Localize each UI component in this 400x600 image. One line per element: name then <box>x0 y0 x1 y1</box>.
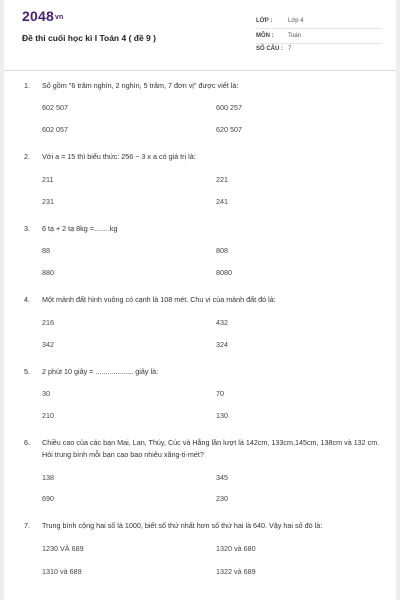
meta-question-count <box>256 44 382 56</box>
answer-option[interactable]: 30 <box>42 389 50 398</box>
question-text: Trung bình cộng hai số là 1000, biết số thứ nhất hơn số thứ hai là 640. Vậy hai số đó là: <box>42 521 323 530</box>
question-number: 2. <box>24 152 30 161</box>
question-number: 3. <box>24 224 30 233</box>
logo-text: 2048 <box>22 8 54 24</box>
exam-title: Đề thi cuối học kì I Toán 4 ( đề 9 ) <box>22 33 156 43</box>
answer-option[interactable]: 602 507 <box>42 103 68 112</box>
answer-option[interactable]: 130 <box>216 411 228 420</box>
answer-option[interactable]: 8080 <box>216 268 232 277</box>
answer-option[interactable]: 808 <box>216 246 228 255</box>
answer-option[interactable]: 1320 và 680 <box>216 544 256 553</box>
meta-class-value: Lớp 4 <box>288 18 304 24</box>
logo-suffix: vn <box>54 13 64 21</box>
answer-option[interactable]: 231 <box>42 197 54 206</box>
answer-option[interactable]: 342 <box>42 340 54 349</box>
question-text: Số gồm "6 trăm nghìn, 2 nghìn, 5 trăm, 7 đơn vị" được viết là: <box>42 81 239 90</box>
answer-option[interactable]: 880 <box>42 268 54 277</box>
answer-option[interactable]: 221 <box>216 175 228 184</box>
answer-option[interactable]: 241 <box>216 197 228 206</box>
question-number: 6. <box>24 438 30 447</box>
answer-option[interactable]: 620 507 <box>216 125 242 134</box>
meta-class-label: LỚP : <box>256 18 273 24</box>
exam-header <box>4 0 396 71</box>
question-text: 2 phút 10 giây = ................... giây là: <box>42 367 159 376</box>
exam-sheet <box>4 0 396 600</box>
question-number: 4. <box>24 295 30 304</box>
answer-option[interactable]: 70 <box>216 389 224 398</box>
answer-option[interactable]: 1310 và 689 <box>42 567 82 576</box>
meta-subject-value: Toán <box>288 33 302 39</box>
question-text: 6 tạ + 2 tạ 8kg =........kg <box>42 224 118 233</box>
answer-option[interactable]: 602 057 <box>42 125 68 134</box>
site-logo[interactable] <box>22 8 64 24</box>
question-number: 1. <box>24 81 30 90</box>
answer-option[interactable]: 1322 và 689 <box>216 567 256 576</box>
answer-option[interactable]: 216 <box>42 318 54 327</box>
meta-subject <box>256 31 382 44</box>
question-number: 5. <box>24 367 30 376</box>
answer-option[interactable]: 138 <box>42 473 54 482</box>
answer-option[interactable]: 345 <box>216 473 228 482</box>
answer-option[interactable]: 432 <box>216 318 228 327</box>
meta-count-value: 7 <box>288 46 292 52</box>
answer-option[interactable]: 324 <box>216 340 228 349</box>
question-text: Một mảnh đất hình vuông có cạnh là 108 mét. Chu vi của mảnh đất đó là: <box>42 295 276 304</box>
answer-option[interactable]: 210 <box>42 411 54 420</box>
meta-class <box>256 16 382 29</box>
answer-option[interactable]: 1230 VÀ 689 <box>42 544 84 553</box>
answer-option[interactable]: 88 <box>42 246 50 255</box>
question-text: Chiều cao của các bạn Mai, Lan, Thúy, Cúc và Hằng lần lượt là 142cm, 133cm,145cm, 138cm và 132 cm. Hỏi trung bình mỗi bạn cao bao nhiêu xăng-ti-mét? <box>42 438 380 459</box>
answer-option[interactable]: 230 <box>216 494 228 503</box>
meta-subject-label: MÔN : <box>256 33 274 39</box>
question-text: Với a = 15 thì biểu thức: 256 − 3 x a có giá trị là: <box>42 152 196 161</box>
question-number: 7. <box>24 521 30 530</box>
answer-option[interactable]: 690 <box>42 494 54 503</box>
answer-option[interactable]: 211 <box>42 175 54 184</box>
answer-option[interactable]: 600 257 <box>216 103 242 112</box>
meta-count-label: SỐ CÂU : <box>256 46 283 52</box>
